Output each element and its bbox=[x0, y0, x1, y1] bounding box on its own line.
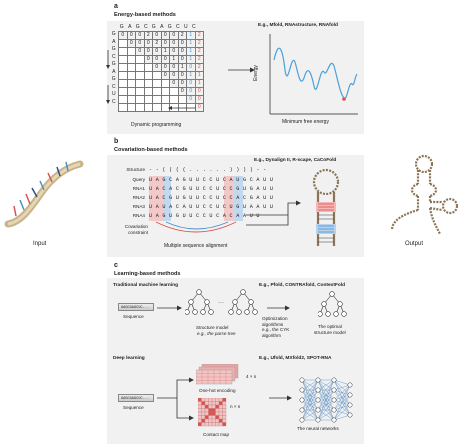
contact-map-cell bbox=[216, 402, 220, 406]
contact-map-cell bbox=[212, 423, 216, 427]
contact-map-cell bbox=[209, 423, 213, 427]
contact-map-cell bbox=[202, 423, 206, 427]
optimal-tree bbox=[318, 290, 348, 320]
contact-map-cell bbox=[205, 416, 209, 420]
output-rna-structure bbox=[380, 150, 470, 240]
contact-map-cell bbox=[219, 402, 223, 406]
energy-landscape-plot bbox=[260, 32, 360, 124]
grid-row-letter: G bbox=[111, 31, 116, 37]
grid-col-letter: A bbox=[128, 24, 132, 30]
hairpin-structure bbox=[296, 162, 356, 254]
grid-col-letter: G bbox=[135, 24, 140, 30]
nn-node bbox=[348, 383, 352, 387]
svg-text:···: ··· bbox=[218, 300, 224, 306]
grid-col-letter: C bbox=[191, 24, 196, 30]
grid-row-letter: C bbox=[111, 53, 116, 60]
mfe-caption: Minimum free energy bbox=[282, 119, 329, 125]
contact-map-cell bbox=[205, 409, 209, 413]
input-label: Input bbox=[33, 241, 47, 247]
dp-matrix-cell: 0 bbox=[153, 64, 162, 72]
panel-b-label: b bbox=[114, 138, 119, 145]
grid-row-letter: C bbox=[111, 98, 116, 105]
dp-matrix-cell: 2 bbox=[195, 32, 204, 40]
contact-map-cell bbox=[223, 409, 227, 413]
msa-row-label: RNA3 bbox=[132, 204, 145, 209]
covariation-arcs bbox=[148, 220, 248, 242]
grid-col-letter: G bbox=[167, 24, 172, 30]
sequence-box-traditional: GAGCGAGCUC... bbox=[118, 303, 154, 311]
msa-row: U A U A C A U U C C U C U G U A A U U bbox=[149, 204, 274, 210]
nn-node bbox=[348, 403, 352, 407]
energy-axis-label: Energy bbox=[252, 65, 259, 81]
contact-map-cell bbox=[198, 419, 202, 423]
contact-map-cell bbox=[223, 405, 227, 409]
contact-map-cell bbox=[219, 409, 223, 413]
contact-map-cell bbox=[202, 419, 206, 423]
msa-row-label: RNA1 bbox=[132, 186, 145, 191]
contact-map-cell bbox=[223, 416, 227, 420]
neural-network bbox=[296, 372, 356, 424]
traditional-ml-examples: E.g., Pfold, CONTRAfold, ContextFold bbox=[259, 283, 346, 288]
parse-trees bbox=[185, 288, 265, 324]
deep-learning-title: Deep learning bbox=[113, 356, 145, 361]
nn-node bbox=[348, 413, 352, 417]
nn-connection bbox=[334, 385, 350, 410]
contact-map-cell bbox=[223, 398, 227, 402]
nn-node bbox=[332, 378, 336, 382]
dp-matrix-cell: 1 bbox=[187, 40, 196, 48]
contact-map-cell bbox=[198, 412, 202, 416]
contact-map-cell bbox=[219, 412, 223, 416]
dp-matrix-cell: 0 bbox=[136, 48, 145, 56]
contact-map-cell bbox=[216, 416, 220, 420]
dp-matrix-cell: 0 bbox=[178, 80, 187, 88]
msa-row: U A G U G U U C C U C A C A A U U bbox=[149, 213, 260, 219]
grid-row-letter: U bbox=[111, 91, 116, 97]
contact-map-cell bbox=[212, 416, 216, 420]
dp-matrix-cell: 1 bbox=[161, 48, 170, 56]
contact-map-cell bbox=[216, 405, 220, 409]
contact-map bbox=[198, 398, 228, 428]
dp-matrix-cell: 1 bbox=[187, 72, 196, 80]
contact-map-cell bbox=[212, 402, 216, 406]
grid-row-letter: G bbox=[111, 46, 116, 52]
contact-map-cell bbox=[205, 398, 209, 402]
deep-learning-examples: E.g., Ufold, MXfold2, SPOT-RNA bbox=[259, 356, 332, 361]
nn-node bbox=[300, 398, 304, 402]
contact-map-cell bbox=[205, 405, 209, 409]
contact-map-cell bbox=[205, 412, 209, 416]
contact-map-cell bbox=[202, 398, 206, 402]
dp-matrix-cell: 0 bbox=[178, 40, 187, 48]
nn-node bbox=[332, 408, 336, 412]
dp-direction-arrows bbox=[100, 20, 210, 120]
dp-caption: Dynamic programming bbox=[131, 122, 182, 128]
sequence-label-deep: Sequence bbox=[123, 405, 144, 410]
nn-node bbox=[316, 388, 320, 392]
dp-matrix-cell: 1 bbox=[195, 80, 204, 88]
sequence-box-deep: GAGCGAGCUC... bbox=[118, 394, 154, 402]
msa-row-label: RNA2 bbox=[132, 195, 145, 200]
msa-row-label: RNA4 bbox=[132, 213, 145, 218]
contact-map-cell bbox=[205, 419, 209, 423]
panel-a-examples: E.g., Mfold, RNAstructure, RNAfold bbox=[258, 23, 338, 28]
one-hot-label: One-hot encoding bbox=[199, 388, 236, 393]
contact-map-cell bbox=[212, 409, 216, 413]
one-hot-encoding bbox=[196, 364, 246, 386]
panel-c-label: c bbox=[114, 262, 118, 269]
dp-matrix-cell: 1 bbox=[187, 48, 196, 56]
dp-matrix-cell: 2 bbox=[153, 40, 162, 48]
output-label: Output bbox=[405, 241, 424, 247]
dp-matrix-cell: 0 bbox=[144, 40, 153, 48]
nn-node bbox=[332, 418, 336, 422]
nn-node bbox=[316, 378, 320, 382]
minimum-energy-point bbox=[342, 97, 346, 101]
covariation-constraint-label: Covariation constraint bbox=[124, 224, 148, 235]
contact-map-cell bbox=[219, 405, 223, 409]
nn-node bbox=[300, 418, 304, 422]
dp-matrix-cell: 0 bbox=[187, 64, 196, 72]
contact-map-label: Contact map bbox=[203, 432, 230, 437]
contact-map-cell bbox=[223, 402, 227, 406]
contact-map-cell bbox=[216, 398, 220, 402]
grid-row-letter: C bbox=[111, 83, 116, 90]
contact-map-cell bbox=[209, 398, 213, 402]
contact-map-cell bbox=[212, 419, 216, 423]
dp-matrix-cell: 0 bbox=[127, 40, 136, 48]
nn-node bbox=[332, 388, 336, 392]
contact-map-cell bbox=[198, 405, 202, 409]
optimization-text: Optimization algorithms e.g., the CYK algorithm bbox=[262, 316, 290, 338]
contact-map-cell bbox=[209, 419, 213, 423]
dp-matrix-cell: 0 bbox=[161, 56, 170, 64]
contact-map-cell bbox=[223, 419, 227, 423]
contact-map-cell bbox=[209, 412, 213, 416]
sequence-label: Sequence bbox=[123, 314, 144, 319]
nn-connection bbox=[334, 385, 350, 390]
nn-connection bbox=[334, 380, 350, 385]
dp-matrix-cell: 1 bbox=[195, 72, 204, 80]
dp-matrix-cell: 0 bbox=[195, 96, 204, 104]
contact-map-cell bbox=[216, 423, 220, 427]
contact-map-cell bbox=[198, 398, 202, 402]
contact-map-cell bbox=[209, 416, 213, 420]
dp-matrix-cell: 0 bbox=[178, 72, 187, 80]
contact-map-cell bbox=[216, 409, 220, 413]
energy-curve bbox=[274, 48, 357, 98]
one-hot-dim: 4 × n bbox=[246, 374, 257, 379]
dp-matrix-cell: 0 bbox=[136, 40, 145, 48]
dp-matrix-cell: 0 bbox=[170, 80, 179, 88]
contact-map-cell bbox=[212, 412, 216, 416]
contact-map-cell bbox=[223, 423, 227, 427]
contact-map-cell bbox=[216, 412, 220, 416]
panel-b-arrow bbox=[244, 195, 304, 235]
panel-c-title: Learning-based methods bbox=[114, 271, 181, 277]
nn-connection bbox=[334, 415, 350, 420]
dp-matrix-cell: 0 bbox=[161, 72, 170, 80]
grid-col-letter: G bbox=[119, 24, 124, 30]
grid-row-letter: A bbox=[112, 68, 116, 75]
nn-node bbox=[300, 408, 304, 412]
dp-matrix-cell: 2 bbox=[144, 32, 153, 40]
nn-node bbox=[300, 378, 304, 382]
dp-matrix-cell: 0 bbox=[153, 48, 162, 56]
dp-matrix-cell: 0 bbox=[170, 64, 179, 72]
nn-connection bbox=[334, 395, 350, 420]
msa-row: U A C A C G U U C C U C C G U G A U U bbox=[149, 186, 274, 192]
dp-matrix-cell: 0 bbox=[170, 72, 179, 80]
msa-row-label: Structure bbox=[126, 167, 145, 172]
nn-node bbox=[332, 398, 336, 402]
grid-col-letter: A bbox=[160, 24, 164, 30]
structure-model-label: Structure model bbox=[196, 325, 229, 330]
nn-node bbox=[316, 408, 320, 412]
contact-map-cell bbox=[205, 402, 209, 406]
dp-matrix-cell: 0 bbox=[178, 88, 187, 96]
contact-map-cell bbox=[212, 405, 216, 409]
hairpin-stem bbox=[316, 192, 336, 246]
contact-map-cell bbox=[219, 423, 223, 427]
contact-map-cell bbox=[209, 405, 213, 409]
dp-matrix-cell: 0 bbox=[178, 48, 187, 56]
dp-matrix-cell: 0 bbox=[195, 88, 204, 96]
contact-map-cell bbox=[219, 416, 223, 420]
dp-matrix-cell: 1 bbox=[187, 56, 196, 64]
msa-row: - - ( ( ( ( . . . . . . ) ) ) ) - - bbox=[149, 167, 267, 173]
dp-matrix-cell: 0 bbox=[170, 48, 179, 56]
dp-matrix-cell: 2 bbox=[195, 64, 204, 72]
grid-col-letter: U bbox=[183, 24, 188, 30]
nn-node bbox=[316, 398, 320, 402]
dp-matrix-cell: 0 bbox=[187, 88, 196, 96]
grid-col-letter: C bbox=[175, 24, 180, 30]
msa-row-label: Query bbox=[132, 177, 145, 182]
dp-matrix-cell: 2 bbox=[178, 32, 187, 40]
dp-matrix-cell: 0 bbox=[161, 40, 170, 48]
msa-caption: Multiple sequence alignment bbox=[164, 243, 228, 249]
contact-dim: n × n bbox=[230, 404, 241, 409]
dp-matrix-cell: 0 bbox=[119, 32, 128, 40]
dp-matrix-cell: 1 bbox=[187, 32, 196, 40]
contact-map-cell bbox=[202, 412, 206, 416]
neural-networks-label: The neural networks bbox=[297, 426, 339, 431]
panel-b-title: Covariation-based methods bbox=[114, 147, 188, 153]
contact-map-cell bbox=[202, 409, 206, 413]
optimal-structure-label: The optimal structure model bbox=[314, 324, 346, 335]
contact-map-cell bbox=[209, 409, 213, 413]
contact-map-cell bbox=[216, 419, 220, 423]
dp-matrix-cell: 0 bbox=[170, 40, 179, 48]
grid-col-letter: G bbox=[151, 24, 156, 30]
dp-matrix-cell: 0 bbox=[161, 32, 170, 40]
dp-matrix-cell: 0 bbox=[170, 32, 179, 40]
dp-matrix-cell: 0 bbox=[153, 32, 162, 40]
grid-row-letter: A bbox=[112, 38, 116, 45]
dp-matrix-cell: 0 bbox=[187, 96, 196, 104]
dp-matrix-cell: 0 bbox=[136, 32, 145, 40]
traditional-ml-title: Traditional machine learning bbox=[113, 283, 179, 288]
dp-matrix-cell: 2 bbox=[195, 48, 204, 56]
panel-a-label: a bbox=[114, 3, 118, 10]
dp-matrix-cell: 0 bbox=[161, 64, 170, 72]
msa-row: U A G C A G U U C C U C A U G C A U U bbox=[149, 177, 274, 183]
contact-map-cell bbox=[202, 405, 206, 409]
contact-map-cell bbox=[198, 423, 202, 427]
nn-node bbox=[316, 418, 320, 422]
dp-matrix-cell: 1 bbox=[170, 56, 179, 64]
contact-map-cell bbox=[209, 402, 213, 406]
contact-map-cell bbox=[219, 419, 223, 423]
dp-matrix-cell: 0 bbox=[187, 80, 196, 88]
contact-map-cell bbox=[198, 416, 202, 420]
dp-matrix-cell: 0 bbox=[127, 32, 136, 40]
contact-map-cell bbox=[223, 412, 227, 416]
nn-node bbox=[300, 388, 304, 392]
nn-node bbox=[348, 393, 352, 397]
dp-matrix-cell: 0 bbox=[144, 48, 153, 56]
contact-map-cell bbox=[205, 423, 209, 427]
grid-row-letter: G bbox=[111, 61, 116, 67]
panel-b-examples: E.g., Dynalign II, R-scape, CaCoFold bbox=[254, 158, 337, 163]
contact-map-cell bbox=[202, 416, 206, 420]
dp-matrix-cell: 1 bbox=[178, 64, 187, 72]
dp-matrix-cell: 0 bbox=[153, 56, 162, 64]
dp-matrix-cell: 2 bbox=[195, 40, 204, 48]
dp-matrix-cell: 0 bbox=[195, 104, 204, 112]
grid-col-letter: C bbox=[143, 24, 148, 30]
panel-a-arrow bbox=[228, 66, 256, 74]
input-rna-strand bbox=[2, 150, 98, 236]
parse-tree-label: e.g., the parse tree bbox=[197, 331, 236, 336]
grid-row-letter: G bbox=[111, 76, 116, 82]
contact-map-cell bbox=[202, 402, 206, 406]
panel-a-title: Energy-based methods bbox=[114, 12, 176, 18]
contact-map-cell bbox=[212, 398, 216, 402]
contact-map-cell bbox=[198, 409, 202, 413]
contact-map-cell bbox=[219, 398, 223, 402]
msa-row: U A C G U G U U C C U C C A C G A U U bbox=[149, 195, 274, 201]
dp-matrix-cell: 0 bbox=[144, 56, 153, 64]
dp-matrix-cell: 2 bbox=[195, 56, 204, 64]
contact-map-cell bbox=[198, 402, 202, 406]
dp-matrix-cell: 0 bbox=[178, 56, 187, 64]
